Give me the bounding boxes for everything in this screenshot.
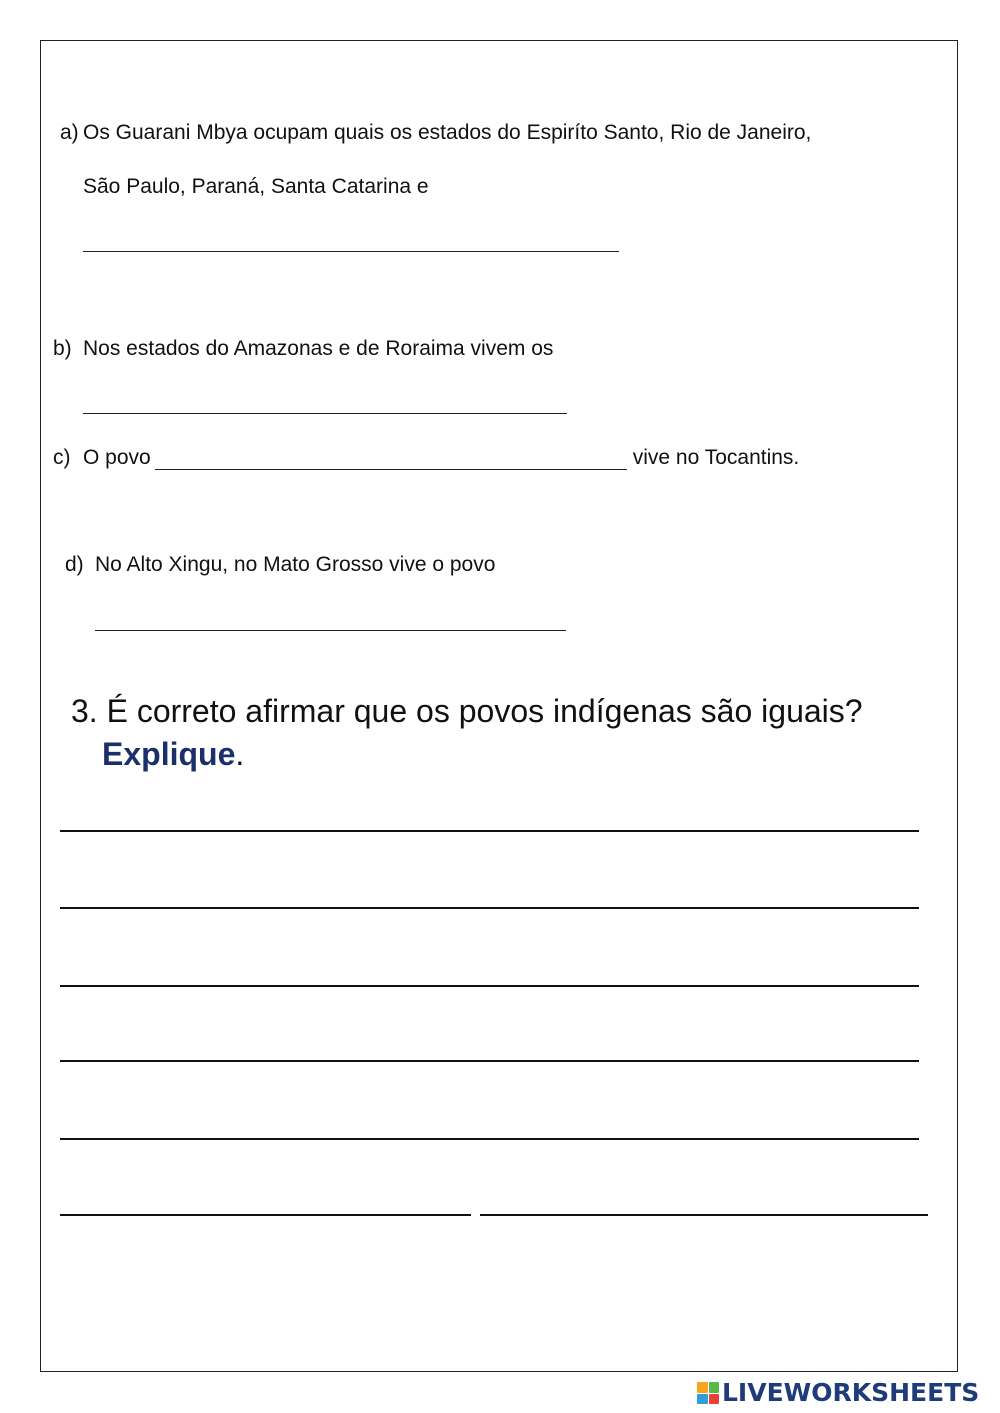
- item-a-text-line1: Os Guarani Mbya ocupam quais os estados do Espiríto Santo, Rio de Janeiro,: [83, 121, 812, 144]
- liveworksheets-logo-icon: [697, 1382, 719, 1404]
- brand-name: LIVEWORKSHEETS: [722, 1378, 980, 1407]
- answer-line-5[interactable]: [60, 1138, 919, 1140]
- logo-square-4: [709, 1394, 720, 1405]
- logo-square-1: [697, 1382, 708, 1393]
- question-3-emphasis: Explique: [102, 736, 236, 772]
- answer-blank-c[interactable]: [155, 450, 627, 470]
- question-3-punct: .: [235, 736, 245, 772]
- question-3-number: 3.: [71, 693, 98, 729]
- answer-line-6a[interactable]: [60, 1214, 471, 1216]
- answer-blank-a[interactable]: [83, 251, 619, 252]
- answer-line-2[interactable]: [60, 907, 919, 909]
- item-b-text: Nos estados do Amazonas e de Roraima vivem os: [83, 337, 554, 360]
- question-3-heading: [71, 691, 863, 731]
- answer-line-3[interactable]: [60, 985, 919, 987]
- item-c-text-before: O povo: [83, 446, 151, 469]
- answer-blank-b[interactable]: [83, 413, 567, 414]
- item-b-marker: b): [53, 337, 72, 360]
- question-3-instruction: [102, 734, 244, 774]
- answer-line-6b[interactable]: [480, 1214, 928, 1216]
- item-c-marker: c): [53, 446, 71, 469]
- item-c-sentence: [83, 446, 799, 470]
- question-3-text: É correto afirmar que os povos indígenas são iguais?: [106, 693, 863, 729]
- item-a-marker: a): [60, 121, 79, 144]
- answer-line-1[interactable]: [60, 830, 919, 832]
- logo-square-3: [697, 1394, 708, 1405]
- item-a-text-line2: São Paulo, Paraná, Santa Catarina e: [83, 175, 429, 198]
- item-c-text-after: vive no Tocantins.: [632, 446, 800, 469]
- logo-square-2: [709, 1382, 720, 1393]
- item-d-text: No Alto Xingu, no Mato Grosso vive o povo: [95, 553, 496, 576]
- answer-line-4[interactable]: [60, 1060, 919, 1062]
- liveworksheets-brand: [697, 1378, 979, 1408]
- answer-blank-d[interactable]: [95, 630, 566, 631]
- item-d-marker: d): [65, 553, 84, 576]
